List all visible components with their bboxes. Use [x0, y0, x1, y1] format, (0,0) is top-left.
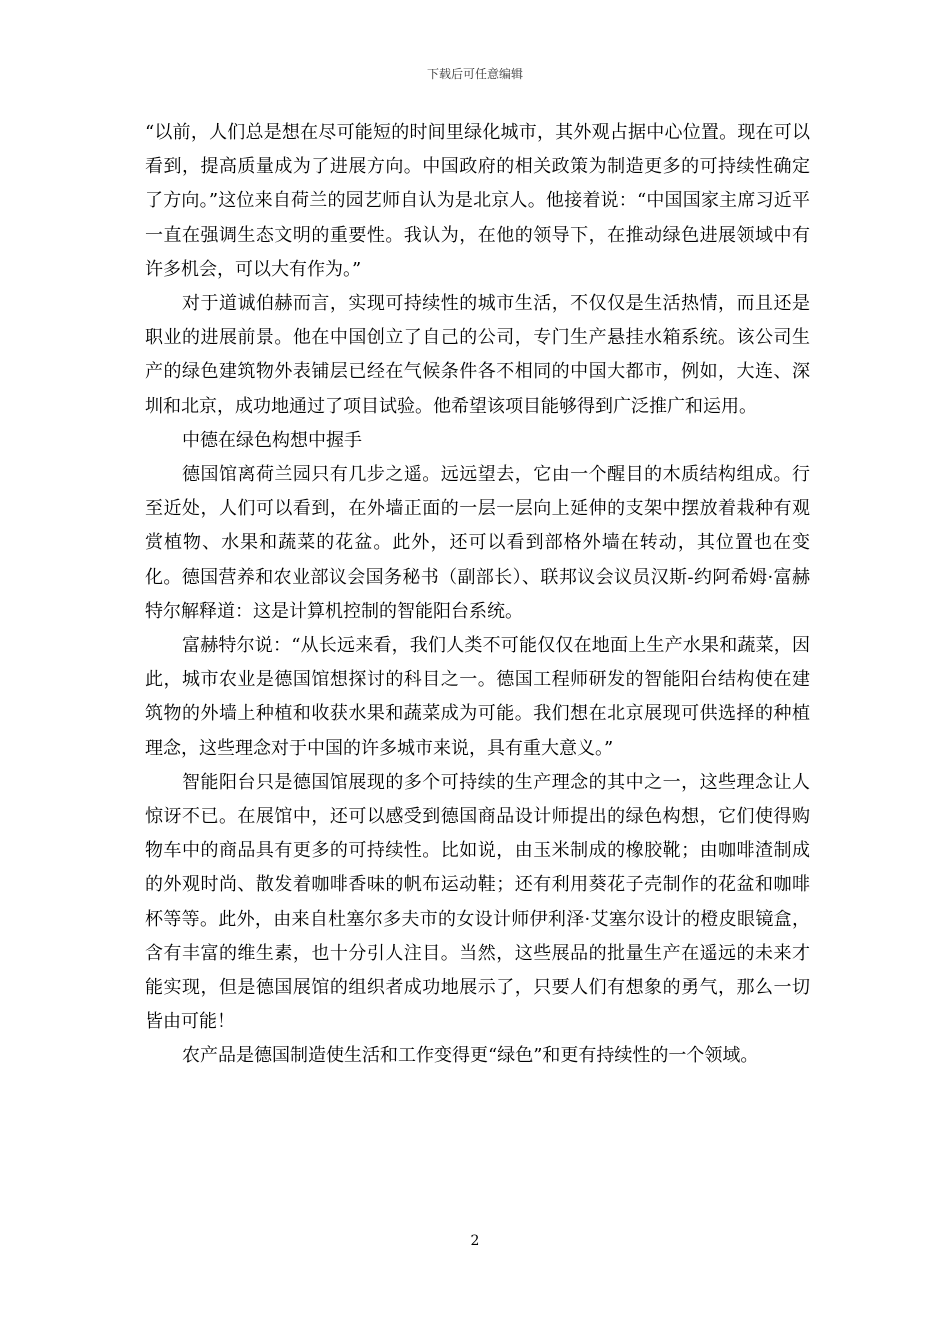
- paragraph-quote-greening: “以前，人们总是想在尽可能短的时间里绿化城市，其外观占据中心位置。现在可以看到，提高质量成为了进展方向。中国政府的相关政策为制造更多的可持续性确定了方向。”这位来自荷兰的园艺师自认为是北京人。他接着说：“中国国家主席习近平一直在强调生态文明的重要性。我认为，在他的领导下，在推动绿色进展领域中有许多机会，可以大有作为。”: [145, 122, 810, 280]
- paragraph-german-pavilion: 德国馆离荷兰园只有几步之遥。远远望去，它由一个醒目的木质结构组成。行至近处，人们可以看到，在外墙正面的一层一层向上延伸的支架中摆放着栽种有观赏植物、水果和蔬菜的花盆。此外，还可以看到部格外墙在转动，其位置也在变化。德国营养和农业部议会国务秘书（副部长）、联邦议会议员汉斯-约阿希姆·富赫特尔解释道：这是计算机控制的智能阳台系统。: [145, 464, 810, 622]
- page-header: 下载后可任意编辑: [426, 67, 523, 81]
- paragraph-fuchtel-quote: 富赫特尔说：“从长远来看，我们人类不可能仅仅在地面上生产水果和蔬菜，因此，城市农业是德国馆想探讨的科目之一。德国工程师研发的智能阳台结构使在建筑物的外墙上种植和收获水果和蔬菜成为可能。我们想在北京展现可供选择的种植理念，这些理念对于中国的许多城市来说，具有重大意义。”: [145, 635, 810, 759]
- document-body: [145, 116, 810, 1074]
- paragraph-agriculture: 农产品是德国制造使生活和工作变得更“绿色”和更有持续性的一个领域。: [182, 1045, 759, 1067]
- paragraph-daochengbohe: 对于道诚伯赫而言，实现可持续性的城市生活，不仅仅是生活热情，而且还是职业的进展前景。他在中国创立了自己的公司，专门生产悬挂水箱系统。该公司生产的绿色建筑物外表铺层已经在气候条件各不相同的中国大都市，例如，大连、深圳和北京，成功地通过了项目试验。他希望该项目能够得到广泛推广和运用。: [145, 293, 810, 417]
- page-number: 2: [470, 1233, 480, 1249]
- paragraph-smart-balcony: 智能阳台只是德国馆展现的多个可持续的生产理念的其中之一，这些理念让人惊讶不已。在展馆中，还可以感受到德国商品设计师提出的绿色构想，它们使得购物车中的商品具有更多的可持续性。比如说，由玉米制成的橡胶靴；由咖啡渣制成的外观时尚、散发着咖啡香味的帆布运动鞋；还有利用葵花子壳制作的花盆和咖啡杯等等。此外，由来自杜塞尔多夫市的女设计师伊利泽·艾塞尔设计的橙皮眼镜盒，含有丰富的维生素，也十分引人注目。当然，这些展品的批量生产在遥远的未来才能实现，但是德国展馆的组织者成功地展示了，只要人们有想象的勇气，那么一切皆由可能！: [145, 771, 810, 1033]
- section-heading: 中德在绿色构想中握手: [182, 429, 362, 451]
